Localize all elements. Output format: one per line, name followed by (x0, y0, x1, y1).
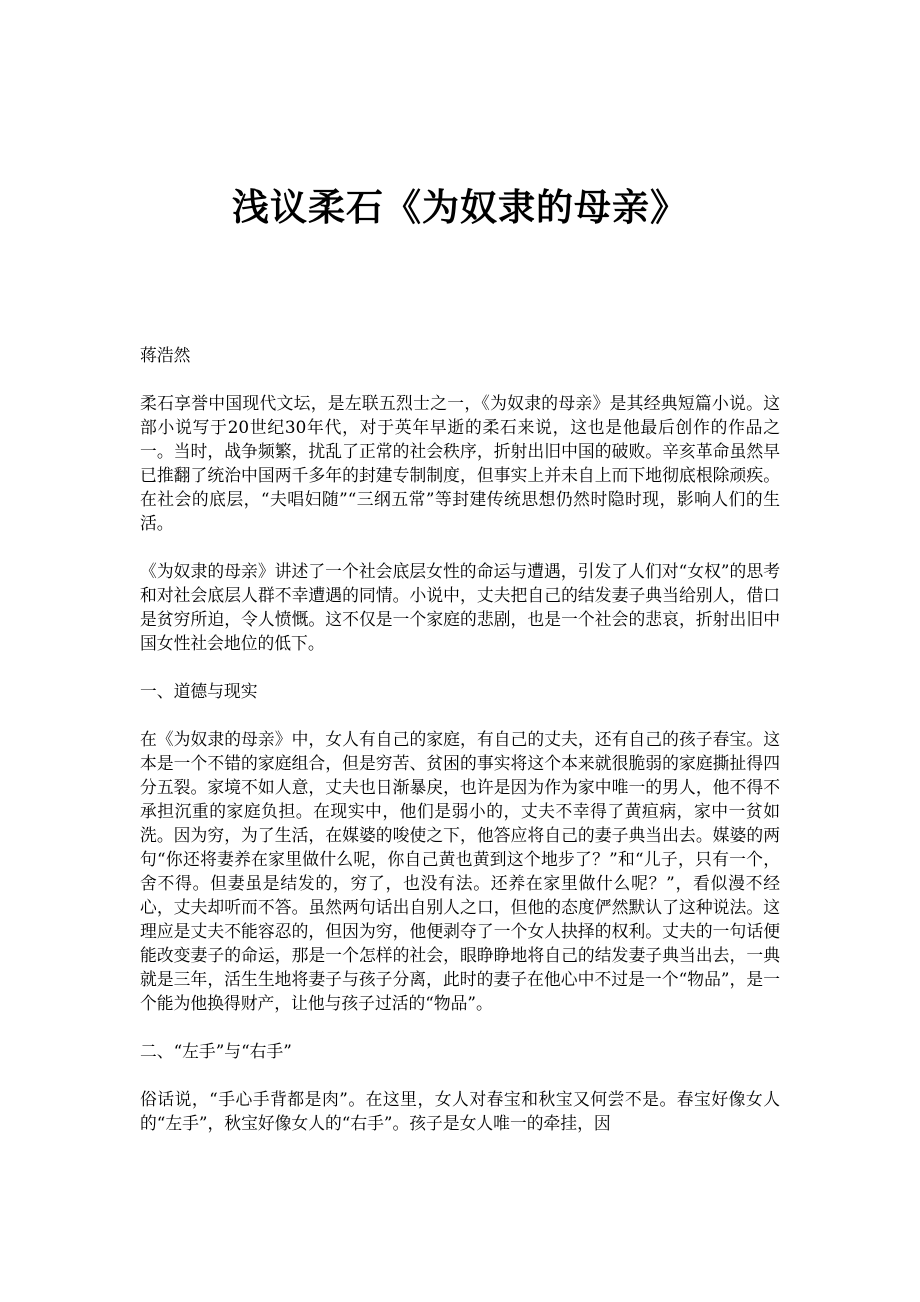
document-body (140, 343, 780, 1159)
section-heading-1: 一、道德与现实 (140, 681, 258, 701)
paragraph-summary: 《为奴隶的母亲》讲述了一个社会底层女性的命运与遭遇，引发了人们对“女权”的思考和对社会底层人群不幸遭遇的同情。小说中，丈夫把自己的结发妻子典当给别人，借口是贫穷所迫，令人愤慨。这不仅是一个家庭的悲剧，也是一个社会的悲哀，折射出旧中国女性社会地位的低下。 (140, 561, 780, 653)
paragraph-section-2: 俗话说，“手心手背都是肉”。在这里，女人对春宝和秋宝又何尝不是。春宝好像女人的“左手”，秋宝好像女人的“右手”。孩子是女人唯一的牵挂，因 (140, 1089, 780, 1133)
author-name: 蒋浩然 (140, 345, 191, 365)
paragraph-section-1: 在《为奴隶的母亲》中，女人有自己的家庭，有自己的丈夫，还有自己的孩子春宝。这本是一个不错的家庭组合，但是穷苦、贫困的事实将这个本来就很脆弱的家庭撕扯得四分五裂。家境不如人意，丈夫也日渐暴戾，也许是因为作为家中唯一的男人，他不得不承担沉重的家庭负担。在现实中，他们是弱小的，丈夫不幸得了黄疸病，家中一贫如洗。因为穷，为了生活，在媒婆的唆使之下，他答应将自己的妻子典当出去。媒婆的两句“你还将妻养在家里做什么呢，你自己黄也黄到这个地步了？”和“儿子，只有一个，舍不得。但妻虽是结发的，穷了，也没有法。还养在家里做什么呢？”，看似漫不经心，丈夫却听而不答。虽然两句话出自别人之口，但他的态度俨然默认了这种说法。这理应是丈夫不能容忍的，但因为穷，他便剥夺了一个女人抉择的权利。丈夫的一句话便能改变妻子的命运，那是一个怎样的社会，眼睁睁地将自己的结发妻子典当出去，一典就是三年，活生生地将妻子与孩子分离，此时的妻子在他心中不过是一个“物品”，是一个能为他换得财产，让他与孩子过活的“物品”。 (140, 729, 780, 1013)
document-title: 浅议柔石《为奴隶的母亲》 (232, 186, 688, 229)
paragraph-intro: 柔石享誉中国现代文坛，是左联五烈士之一，《为奴隶的母亲》是其经典短篇小说。这部小说写于20世纪30年代，对于英年早逝的柔石来说，这也是他最后创作的作品之一。当时，战争频繁，扰乱了正常的社会秩序，折射出旧中国的破败。辛亥革命虽然早已推翻了统治中国两千多年的封建专制制度，但事实上并未自上而下地彻底根除顽疾。在社会的底层，“夫唱妇随”“三纲五常”等封建传统思想仍然时隐时现，影响人们的生活。 (140, 393, 780, 533)
section-heading-2: 二、“左手”与“右手” (140, 1041, 292, 1061)
